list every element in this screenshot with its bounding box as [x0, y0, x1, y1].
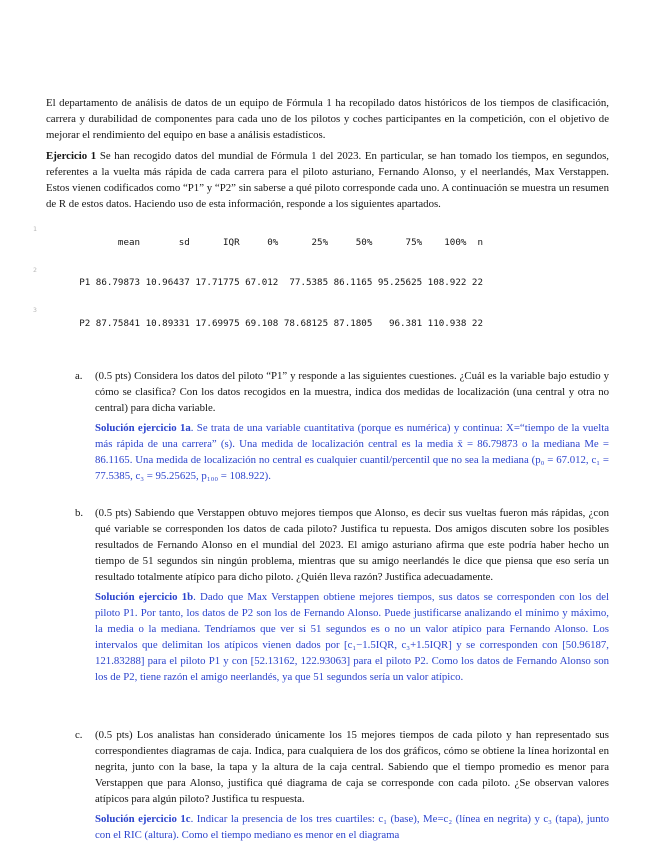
exercise-label: Ejercicio 1 [46, 150, 97, 162]
exercise-item-c [46, 727, 609, 843]
item-marker: a. [75, 369, 83, 382]
question-text: (0.5 pts) Sabiendo que Verstappen obtuvo mejores tiempos que Alonso, es decir sus vueltas fueron más rápidas, ¿con qué variable se corresponden los datos de cada piloto? Justifica tu repuesta. Dos amigos discuten sobre los posibles resultados de Fernando Alonso en el mundial del 2023. El amigo asturiano afirma que este podría haber hecho un tiempo de 51 segundos sin ningún problema, mientras que su amigo neerlandés le dice que piensa que eso sería un resultado totalmente atípico para dicho piloto. ¿Quién lleva razón? Justifica adecuadamente. [95, 506, 609, 583]
solution-text: . Dado que Max Verstappen obtiene mejores tiempos, sus datos se corresponden con los del piloto P1. Por tanto, los datos de P2 son los de Fernando Alonso. Puede justificarse analizando el mínimo y máximo, la media o la mediana. Tendríamos que ver si 51 segundos es o no un valor atípico para Fernando Alonso. Los intervalos que delimitan los atípicos vienen dados por [c₁−1.5IQR, c₃+1.5IQR] y se corresponden con [50.96187, 121.83288] para el piloto P1 y con [52.13162, 122.93063] para el piloto P2. Como los datos de Fernando Alonso son los de P2, tiene razón el amigo neerlandés, ya que 51 segundos sería un valor atípico. [95, 590, 610, 683]
line-number: 1 [33, 225, 37, 233]
item-body [95, 727, 609, 843]
code-text: P1 86.79873 10.96437 17.71775 67.012 77.5385 86.1165 95.25625 108.922 22 [79, 277, 483, 288]
solution-paragraph [95, 811, 609, 843]
code-line [33, 222, 609, 263]
item-body [95, 505, 609, 685]
line-number: 3 [33, 306, 37, 314]
exercise-item-a [46, 368, 609, 484]
exercise-item-list [46, 368, 609, 843]
code-text: mean sd IQR 0% 25% 50% 75% 100% n [79, 236, 483, 248]
exercise-paragraph [46, 148, 609, 212]
r-output-block [33, 222, 609, 344]
solution-text: . Se trata de una variable cuantitativa (porque es numérica) y continua: X=“tiempo de la vuelta más rápida de una carrera” (s). Una medida de localización central es la media x̄ = 86.79873 o la mediana Me = 86.1165. Una medida de localización no central es cualquier cuantil/percentil que no sea la mediana (p₀ = 67.012, c₁ = 77.5385, c₃ = 95.25625, p₁₀₀ = 108.922). [95, 421, 610, 482]
solution-label: Solución ejercicio 1c [95, 812, 191, 825]
solution-paragraph [95, 420, 609, 484]
item-body [95, 368, 609, 484]
code-line [33, 263, 609, 304]
item-marker: b. [75, 506, 84, 519]
item-marker: c. [75, 728, 83, 741]
code-text: P2 87.75841 10.89331 17.69975 69.108 78.68125 87.1805 96.381 110.938 22 [79, 317, 483, 329]
question-text: (0.5 pts) Los analistas han considerado únicamente los 15 mejores tiempos de cada piloto y han representado sus correspondientes diagramas de caja. Indica, para cualquiera de los dos gráficos, cómo se obtiene la línea horizontal en negrita, junto con la base, la tapa y la altura de la caja central. Sabiendo que el tiempo promedio es menor para Verstappen que para Alonso, justifica qué diagrama de caja se corresponde con cada piloto. ¿Se observan valores atípicos para algún piloto? Justifica tu respuesta. [95, 728, 609, 805]
question-text: (0.5 pts) Considera los datos del piloto “P1” y responde a las siguientes cuestiones. ¿Cuál es la variable bajo estudio y cómo se clasifica? Con los datos recogidos en la muestra, indica dos medidas de localización (una central y otra no central) para dicha variable. [95, 369, 609, 414]
solution-paragraph [95, 589, 609, 685]
exercise-item-b [46, 505, 609, 685]
solution-text: . Indicar la presencia de los tres cuartiles: c₁ (base), Me=c₂ (línea en negrita) y c₃ (tapa), junto con el RIC (altura). Como el tiempo mediano es menor en el diagrama [95, 812, 610, 841]
solution-label: Solución ejercicio 1a [95, 421, 191, 434]
code-line [33, 303, 609, 344]
solution-label: Solución ejercicio 1b [95, 590, 194, 603]
intro-paragraph: El departamento de análisis de datos de un equipo de Fórmula 1 ha recopilado datos históricos de los tiempos de clasificación, carrera y durabilidad de componentes para cada uno de los pilotos y coches participantes en la competición, con el objetivo de mejorar el rendimiento del equipo en base a análisis estadísticos. [46, 97, 609, 141]
exercise-text: Se han recogido datos del mundial de Fórmula 1 del 2023. En particular, se han tomado los tiempos, en segundos, referentes a la vuelta más rápida de cada carrera para el piloto asturiano, Fernando Alonso, y el neerlandés, Max Verstappen. Estos vienen codificados como “P1” y “P2” sin saberse a qué piloto corresponde cada uno. A continuación se muestra un resumen de R de estos datos. Haciendo uso de esta información, responde a los siguientes apartados. [46, 150, 609, 210]
line-number: 2 [33, 265, 37, 274]
